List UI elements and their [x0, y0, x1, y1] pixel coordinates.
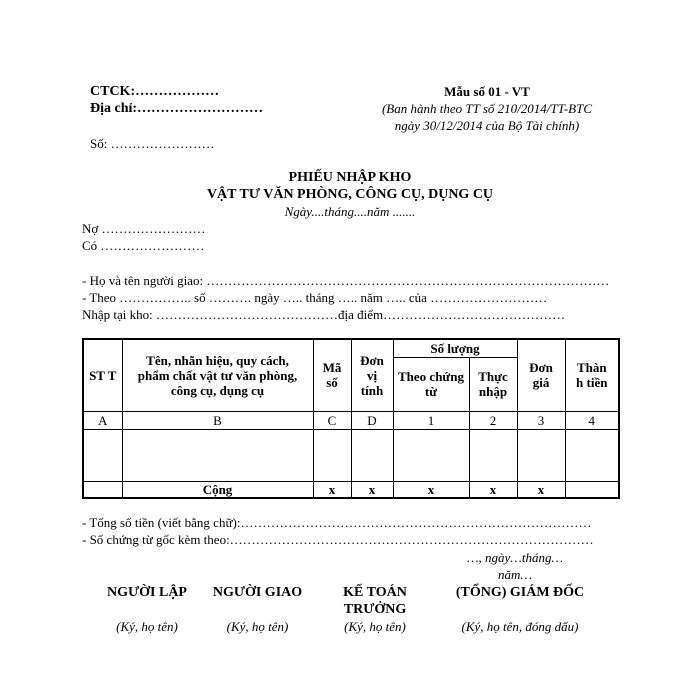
empty-cell	[313, 429, 351, 481]
code-cell: C	[313, 411, 351, 429]
code-cell: D	[351, 411, 393, 429]
code-row	[83, 411, 619, 429]
signature-note-chief-accountant: (Ký, họ tên)	[344, 619, 406, 634]
document-number-field: Số: ……………………	[90, 136, 215, 151]
signature-note-director: (Ký, họ tên, đóng dấu)	[461, 619, 579, 634]
empty-cell	[83, 481, 122, 498]
empty-cell	[469, 429, 517, 481]
address-field: Địa chỉ:………………………	[90, 101, 264, 116]
according-line: - Theo …………….. số ………. ngày ….. tháng ….. năm ….. của ………………………	[82, 290, 548, 305]
issued-by-line2: ngày 30/12/2014 của Bộ Tài chính)	[394, 118, 580, 133]
header-code: Mã số	[313, 339, 351, 411]
debit-account: Nợ ……………………	[82, 221, 206, 236]
signature-note-preparer: (Ký, họ tên)	[116, 619, 178, 634]
company-field: CTCK:………………	[90, 84, 220, 99]
empty-cell	[351, 429, 393, 481]
code-cell: 3	[517, 411, 565, 429]
empty-cell	[565, 429, 619, 481]
header-stt: ST T	[83, 339, 122, 411]
total-mark: x	[313, 481, 351, 498]
title-line2: VẬT TƯ VĂN PHÒNG, CÔNG CỤ, DỤNG CỤ	[206, 187, 494, 202]
signature-title-preparer: NGƯỜI LẬP	[107, 585, 187, 600]
signing-date-line2: năm…	[498, 567, 532, 582]
signature-title-deliverer: NGƯỜI GIAO	[212, 585, 303, 600]
warehouse-line: Nhập tại kho: ……………………………………địa điểm……………………………………	[82, 307, 566, 322]
code-cell: 4	[565, 411, 619, 429]
code-cell: A	[83, 411, 122, 429]
signing-date-line1: …, ngày…tháng…	[466, 550, 564, 565]
attached-documents-line: - Số chứng từ gốc kèm theo:…………………………………………………………………………	[82, 532, 594, 547]
header-quantity: Số lượng	[393, 339, 517, 357]
empty-cell	[517, 429, 565, 481]
title-line1: PHIẾU NHẬP KHO	[288, 170, 412, 185]
code-cell: 2	[469, 411, 517, 429]
signature-note-deliverer: (Ký, họ tên)	[226, 619, 289, 634]
total-in-words-line: - Tổng số tiền (viết bằng chữ):………………………………………………………………………	[82, 515, 592, 530]
signature-title-chief-accountant: KẾ TOÁN TRƯỞNG	[343, 585, 407, 617]
credit-account: Có ……………………	[82, 238, 205, 253]
total-mark: x	[517, 481, 565, 498]
code-cell: B	[122, 411, 313, 429]
total-mark: x	[351, 481, 393, 498]
empty-cell	[393, 429, 469, 481]
issued-by-line1: (Ban hành theo TT số 210/2014/TT-BTC	[381, 101, 593, 116]
header-item-name: Tên, nhãn hiệu, quy cách, phẩm chất vật tư văn phòng, công cụ, dụng cụ	[122, 339, 313, 411]
total-label: Cộng	[122, 481, 313, 498]
empty-data-row	[83, 429, 619, 481]
total-row	[83, 481, 619, 498]
title-date: Ngày....tháng....năm .......	[284, 204, 416, 219]
empty-cell	[83, 429, 122, 481]
header-qty-actual: Thực nhập	[469, 357, 517, 411]
code-cell: 1	[393, 411, 469, 429]
empty-cell	[565, 481, 619, 498]
header-qty-document: Theo chứng từ	[393, 357, 469, 411]
header-unit: Đơn vị tính	[351, 339, 393, 411]
form-number: Mẫu số 01 - VT	[444, 84, 530, 99]
deliverer-line: - Họ và tên người giao: …………………………………………………………………………………	[82, 273, 610, 288]
goods-table	[82, 338, 620, 499]
signature-title-director: (TỔNG) GIÁM ĐỐC	[455, 585, 585, 600]
total-mark: x	[393, 481, 469, 498]
header-amount: Thàn h tiền	[565, 339, 619, 411]
empty-cell	[122, 429, 313, 481]
total-mark: x	[469, 481, 517, 498]
header-unit-price: Đơn giá	[517, 339, 565, 411]
